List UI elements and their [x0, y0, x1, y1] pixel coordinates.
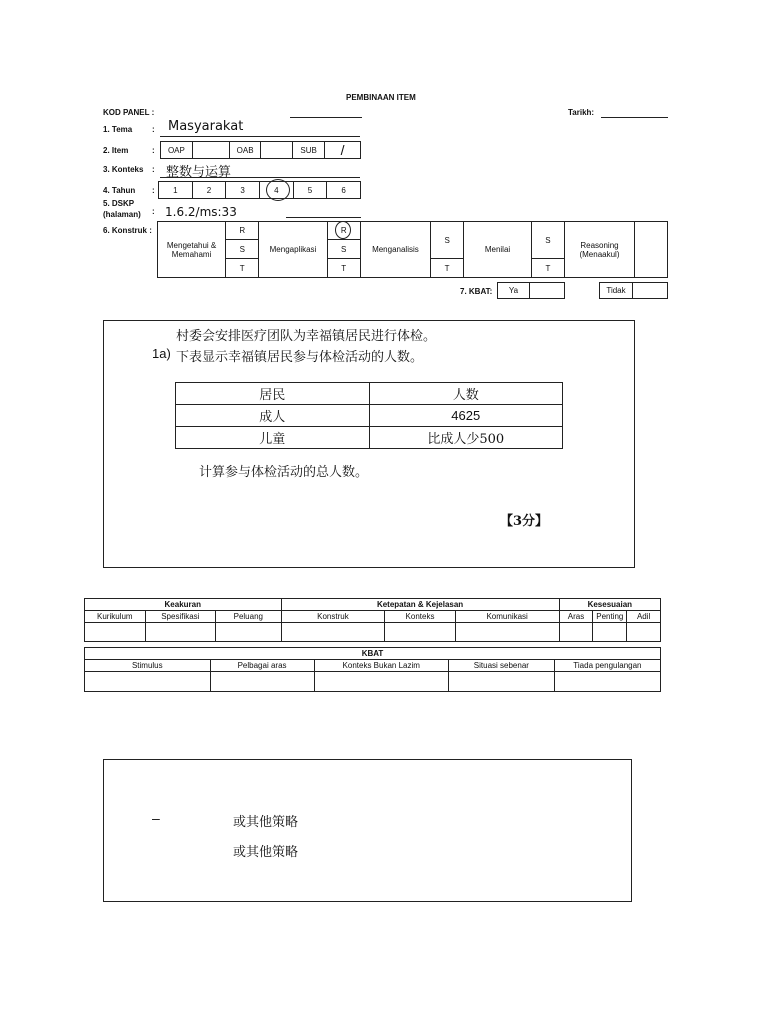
konstruk-s4: S [531, 222, 564, 259]
kbat-ya-table [497, 282, 565, 299]
konteks-value: 整数与运算 [166, 165, 232, 180]
konstruk-table [157, 221, 668, 278]
item-option-sub: SUB [293, 142, 325, 159]
eval-col-aras: Aras [559, 611, 593, 623]
table-row-child-value: 比成人少500 [369, 427, 563, 449]
tahun-option-4: 4 [259, 182, 293, 199]
tema-colon: : [152, 125, 155, 134]
eval-col-komunikasi: Komunikasi [455, 611, 559, 623]
answer-line-1: 或其他策略 [233, 815, 299, 830]
konstruk-s3: S [431, 222, 464, 259]
konstruk-reasoning: Reasoning (Menaakul) [564, 222, 634, 278]
tahun-option-2: 2 [192, 182, 226, 199]
kod-panel-line [290, 117, 362, 118]
eval-col-penting: Penting [593, 611, 627, 623]
resident-table-header-jumin: 居民 [176, 383, 370, 405]
konstruk-menganalisis: Menganalisis [360, 222, 430, 278]
item-mark: / [325, 142, 361, 159]
konstruk-t3: T [431, 259, 464, 278]
tahun-label: 4. Tahun [103, 186, 136, 195]
konstruk-t2: T [327, 259, 360, 278]
konstruk-selected-circle [335, 221, 351, 239]
konstruk-t4: T [531, 259, 564, 278]
kbat-tidak-table [599, 282, 668, 299]
eval-col-kurikulum: Kurikulum [85, 611, 146, 623]
konstruk-menilai: Menilai [464, 222, 532, 278]
konteks-colon: : [152, 165, 155, 174]
eval-group-ketepatan: Ketepatan & Kejelasan [281, 599, 559, 611]
table-row-adult-label: 成人 [176, 405, 370, 427]
tema-line [160, 136, 360, 137]
konstruk-s2: S [327, 240, 360, 259]
eval-col-konstruk: Konstruk [281, 611, 385, 623]
halaman-label: (halaman) [103, 210, 141, 219]
tarikh-label: Tarikh: [568, 108, 595, 117]
konteks-line [160, 177, 360, 178]
item-option-oab: OAB [229, 142, 261, 159]
item-colon: : [152, 146, 155, 155]
tema-value: Masyarakat [168, 119, 244, 134]
answer-dash: – [152, 810, 160, 826]
page-title: PEMBINAAN ITEM [346, 93, 416, 102]
item-options-table [160, 141, 361, 159]
konstruk-r2: R [327, 222, 360, 240]
konteks-label: 3. Konteks [103, 165, 144, 174]
question-part-label: 1a) [152, 346, 171, 361]
table-row-adult-value: 4625 [369, 405, 563, 427]
question-marks: 【3分】 [500, 514, 549, 529]
answer-line-2: 或其他策略 [233, 845, 299, 860]
tema-label: 1. Tema [103, 125, 133, 134]
evaluation-table [84, 598, 661, 642]
kbat-ya: Ya [498, 283, 530, 299]
konstruk-s1: S [226, 240, 259, 259]
tahun-options-table [158, 181, 361, 199]
kbat-col-tiada-pengulangan: Tiada pengulangan [554, 660, 660, 672]
resident-table-header-renshu: 人数 [369, 383, 563, 405]
eval-group-keakuran: Keakuran [85, 599, 282, 611]
kbat-eval-table [84, 647, 661, 692]
konstruk-label: 6. Konstruk : [103, 226, 152, 235]
item-label: 2. Item [103, 146, 129, 155]
konstruk-r1: R [226, 222, 259, 240]
kbat-tidak: Tidak [600, 283, 633, 299]
kbat-label: 7. KBAT: [460, 287, 493, 296]
tarikh-line [601, 117, 668, 118]
tahun-option-5: 5 [293, 182, 327, 199]
question-instruction: 计算参与体检活动的总人数。 [199, 465, 369, 480]
kod-panel-label: KOD PANEL : [103, 108, 155, 117]
dskp-colon: : [152, 207, 155, 216]
tahun-option-3: 3 [226, 182, 260, 199]
konstruk-t1: T [226, 259, 259, 278]
tahun-option-1: 1 [159, 182, 193, 199]
eval-col-konteks: Konteks [385, 611, 455, 623]
kbat-col-konteks-bukan-lazim: Konteks Bukan Lazim [314, 660, 448, 672]
question-intro: 村委会安排医疗团队为幸福镇居民进行体检。 [176, 329, 437, 344]
kbat-col-pelbagai-aras: Pelbagai aras [210, 660, 314, 672]
dskp-line [286, 217, 361, 218]
kbat-eval-title: KBAT [85, 648, 661, 660]
eval-col-spesifikasi: Spesifikasi [145, 611, 215, 623]
table-row-child-label: 儿童 [176, 427, 370, 449]
kbat-col-stimulus: Stimulus [85, 660, 211, 672]
dskp-value: 1.6.2/ms:33 [165, 205, 237, 219]
kbat-col-situasi-sebenar: Situasi sebenar [448, 660, 554, 672]
question-part-text: 下表显示幸福镇居民参与体检活动的人数。 [176, 350, 424, 365]
answer-box [103, 759, 632, 902]
resident-table [175, 382, 563, 449]
item-option-oap: OAP [161, 142, 193, 159]
eval-col-peluang: Peluang [216, 611, 281, 623]
konstruk-mengetahui: Mengetahui & Memahami [158, 222, 226, 278]
tahun-option-6: 6 [327, 182, 361, 199]
dskp-label: 5. DSKP [103, 199, 135, 208]
eval-group-kesesuaian: Kesesuaian [559, 599, 660, 611]
eval-col-adil: Adil [627, 611, 661, 623]
tahun-colon: : [152, 186, 155, 195]
konstruk-mengaplikasi: Mengaplikasi [259, 222, 327, 278]
tahun-selected-circle [266, 179, 290, 201]
